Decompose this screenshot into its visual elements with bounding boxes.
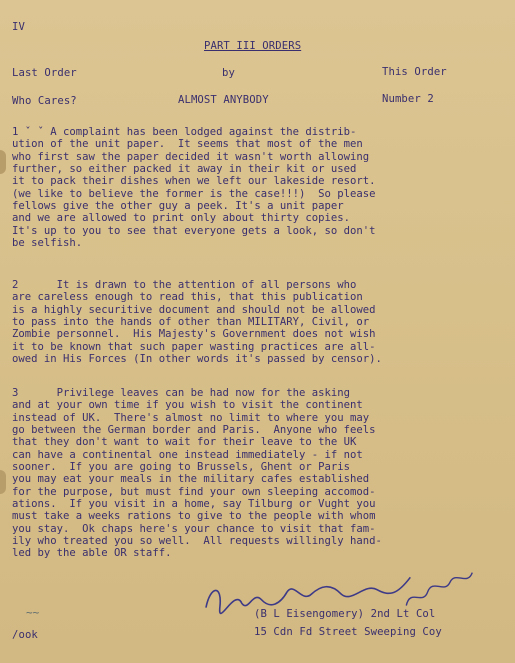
paragraph-3: [12, 387, 500, 560]
text-line: you stay. Ok chaps here's your chance to visit that fam-: [12, 522, 376, 535]
this-order-label: This Order: [382, 66, 447, 78]
text-line: (we like to believe the former is the case!!!) So please: [12, 187, 376, 200]
text-line: Zombie personnel. His Majesty's Government does not wish: [12, 328, 376, 341]
text-line: and at your own time if you wish to visit the continent: [12, 399, 363, 412]
punch-hole: [0, 150, 6, 174]
text-line: go between the German border and Paris. Anyone who feels: [12, 424, 376, 437]
text-line: ily who treated you so well. All requests willingly hand-: [12, 535, 382, 548]
paragraph-1: [12, 126, 500, 249]
text-line: to pass into the hands of other than MILITARY, Civil, or: [12, 316, 370, 329]
text-line: and we are allowed to print only about thirty copies.: [12, 212, 351, 225]
text-line: must take a weeks rations to give to the people with whom: [12, 510, 376, 523]
text-line: fellows give the other guy a peek. It's a unit paper: [12, 200, 344, 213]
by-label: by: [222, 67, 235, 79]
footer-reference: /ook: [12, 629, 38, 641]
text-line: it to pack their dishes when we left our lakeside resort.: [12, 175, 376, 188]
text-line: ution of the unit paper. It seems that most of the men: [12, 138, 363, 151]
text-line: led by the able OR staff.: [12, 547, 172, 560]
text-line: It's up to you to see that everyone gets a look, so don't: [12, 224, 376, 237]
text-line: you may eat your meals in the military cafes established: [12, 473, 370, 486]
who-cares-text: Who Cares?: [12, 95, 77, 107]
text-line: be selfish.: [12, 237, 83, 250]
pencil-mark: ~~: [26, 606, 40, 619]
document-heading: PART III ORDERS: [204, 40, 302, 52]
text-line: it to be known that such paper wasting practices are all-: [12, 340, 376, 353]
text-line: are careless enough to read this, that this publication: [12, 291, 363, 304]
text-line: 2 It is drawn to the attention of all persons who: [12, 279, 357, 291]
text-line: ations. If you visit in a home, say Tilburg or Vught you: [12, 498, 376, 511]
punch-hole: [0, 470, 6, 494]
text-line: can have a continental one instead immediately - if not: [12, 448, 363, 461]
text-line: 1 ˇ ˇ A complaint has been lodged against the distrib-: [12, 126, 357, 138]
text-line: owed in His Forces (In other words it's passed by censor).: [12, 353, 382, 366]
text-line: is a highly securitive document and should not be allowed: [12, 303, 376, 316]
almost-anybody-text: ALMOST ANYBODY: [178, 94, 269, 106]
paragraph-2: [12, 279, 500, 365]
text-line: instead of UK. There's almost no limit to where you may: [12, 411, 370, 424]
signatory-name: (B L Eisengomery) 2nd Lt Col: [254, 608, 436, 620]
last-order-label: Last Order: [12, 67, 77, 79]
text-line: 3 Privilege leaves can be had now for the asking: [12, 387, 351, 399]
order-number: Number 2: [382, 93, 434, 105]
signatory-unit: 15 Cdn Fd Street Sweeping Coy: [254, 626, 442, 638]
text-line: who first saw the paper decided it wasn't worth allowing: [12, 150, 370, 163]
text-line: sooner. If you are going to Brussels, Ghent or Paris: [12, 461, 351, 474]
text-line: that they don't want to wait for their leave to the UK: [12, 436, 357, 449]
page-number: IV: [12, 21, 25, 33]
text-line: for the purpose, but must find your own sleeping accomod-: [12, 485, 376, 498]
text-line: further, so either packed it away in their kit or used: [12, 163, 357, 176]
